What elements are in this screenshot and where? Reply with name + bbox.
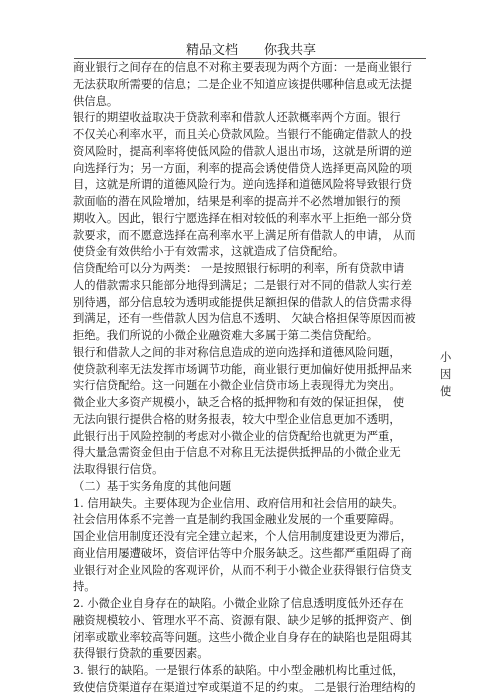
text-line: 到满足，还有一些借款人因为信息不透明、 欠缺合格担保等原因而被 bbox=[73, 312, 416, 326]
text-line: 业银行对企业风险的客观评价，从而不利于小微企业获得银行信贷支 bbox=[73, 563, 412, 577]
header-right-text: 你我共享 bbox=[264, 43, 317, 58]
document-body bbox=[73, 60, 427, 697]
text-line: 3. 银行的缺陷。一是银行体系的缺陷。中小型金融机构比重过低， bbox=[73, 664, 404, 677]
text-line: 款要求，而不愿意选择在高利率水平上满足所有借款人的申请， 从而 bbox=[73, 228, 416, 242]
text-line: （二）基于实务角度的其他问题 bbox=[73, 479, 232, 493]
text-line: 别待遇，部分信息较为透明或能提供足额担保的借款人的信贷需求得 bbox=[73, 295, 412, 309]
text-line: 获得银行贷款的重要因素。 bbox=[73, 647, 209, 661]
text-line: 银行的期望收益取决于贷款利率和借款人还款概率两个方面。银行 bbox=[73, 111, 401, 125]
text-line: 持。 bbox=[73, 580, 96, 594]
text-line: 拒绝。我们所说的小微企业融资难大多属于第二类信贷配给。 bbox=[73, 329, 379, 342]
text-line: 国企业信用制度还没有完全建立起来，个人信用制度建设更为滞后， bbox=[73, 530, 412, 543]
text-line: 融资规模较小、管理水平不高、资源有限、缺少足够的抵押资产、倒 bbox=[73, 613, 412, 627]
text-line: 资风险时，提高利率将使低风险的借款人退出市场，这就是所谓的逆 bbox=[73, 144, 412, 158]
text-line: 商业信用屡遭破坏，资信评估等中介服务缺乏。这些都严重阻碍了商 bbox=[73, 546, 412, 560]
text-line: 目，这就是所谓的道德风险行为。逆向选择和道德风险将导致银行贷 bbox=[73, 178, 412, 192]
page-header bbox=[74, 36, 426, 59]
text-line: 无法向银行提供合格的财务报表，较大中型企业信息更加不透明， bbox=[73, 412, 401, 426]
text-line: 法取得银行信贷。 bbox=[73, 463, 164, 476]
text-line: 2. 小微企业自身存在的缺陷。小微企业除了信息透明度低外还存在 bbox=[73, 597, 404, 610]
text-line: 致使信贷渠道存在渠道过窄或渠道不足的约束。 二是银行治理结构的 bbox=[73, 680, 416, 694]
text-line: 此银行出于风险控制的考虑对小微企业的信贷配给也就更为严重， bbox=[73, 429, 401, 443]
text-line: 闭率或歇业率较高等问题。这些小微企业自身存在的缺陷也是阻碍其 bbox=[73, 630, 412, 644]
text-line: 无法获取所需要的信息；二是企业不知道应该提供哪种信息或无法提 bbox=[73, 77, 412, 91]
text-line: 使贷金有效供给小于有效需求，这就造成了信贷配给。 bbox=[73, 245, 345, 259]
text-line: 微企业大多资产规模小，缺乏合格的抵押物和有效的保证担保， 使 bbox=[73, 396, 405, 409]
text-line: 期收入。因此，银行宁愿选择在相对较低的利率水平上拒绝一部分贷 bbox=[73, 211, 412, 225]
text-line: 实行信贷配给。这一问题在小微企业信贷市场上表现得尤为突出。 bbox=[73, 379, 401, 393]
header-left-text: 精品文档 bbox=[186, 43, 239, 58]
text-line: 商业银行之间存在的信息不对称主要表现为两个方面：一是商业银行 bbox=[73, 61, 412, 74]
margin-char: 小 bbox=[440, 351, 452, 364]
text-line: 社会信用体系不完善一直是制约我国金融业发展的一个重要障碍。 bbox=[73, 513, 401, 527]
margin-char: 因 bbox=[440, 368, 452, 381]
text-line: 供信息。 bbox=[73, 94, 119, 108]
text-line: 银行和借款人之间的非对称信息造成的逆向选择和道德风险问题， bbox=[73, 345, 401, 359]
text-line: 得大量急需资金但由于信息不对称且无法提供抵押品的小微企业无 bbox=[73, 446, 401, 460]
text-line: 信贷配给可以分为两类： 一是按照银行标明的利率，所有贷款申请 bbox=[73, 262, 405, 275]
text-line: 不仅关心利率水平，而且关心贷款风险。当银行不能确定借款人的投 bbox=[73, 128, 412, 141]
text-line: 使贷款利率无法发挥市场调节功能，商业银行更加偏好使用抵押品来 bbox=[73, 362, 412, 376]
text-line: 款面临的潜在风险增加，结果是利率的提高并不必然增加银行的预 bbox=[73, 195, 401, 208]
margin-char: 使 bbox=[440, 385, 452, 398]
text-line: 1. 信用缺失。主要体现为企业信用、政府信用和社会信用的缺失。 bbox=[73, 496, 404, 510]
text-line: 向选择行为；另一方面，利率的提高会诱使借贷人选择更高风险的项 bbox=[73, 161, 412, 175]
text-line: 人的借款需求只能部分地得到满足；二是银行对不同的借款人实行差 bbox=[73, 278, 412, 292]
